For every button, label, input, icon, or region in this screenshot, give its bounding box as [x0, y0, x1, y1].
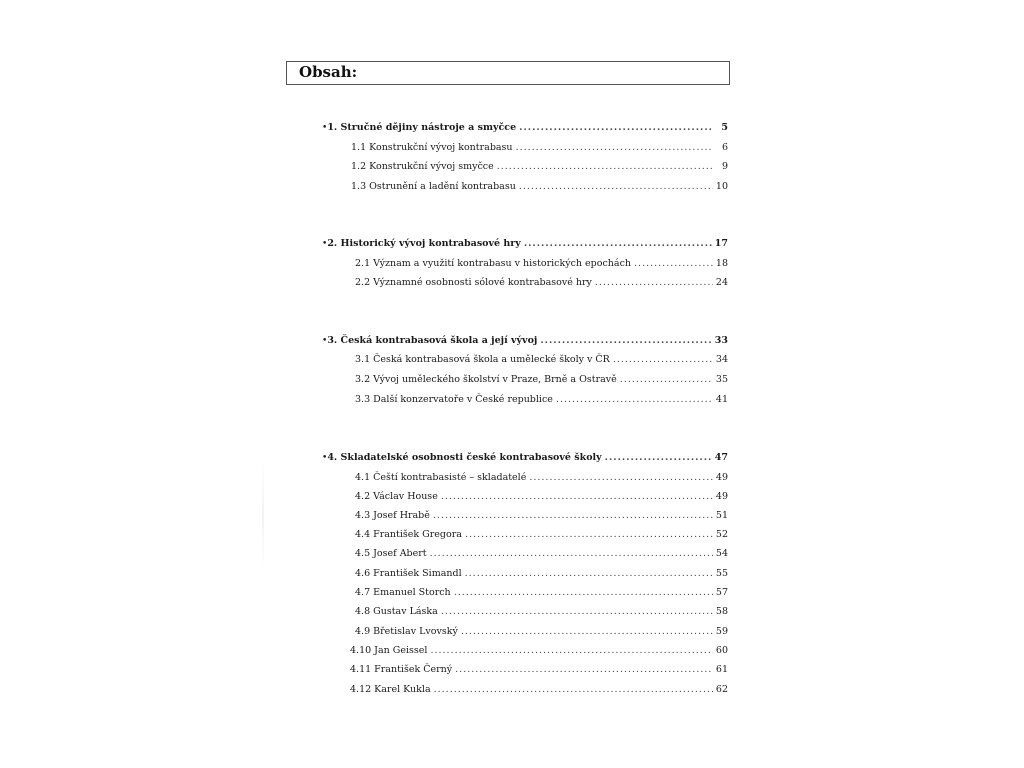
dot-leader — [455, 664, 713, 675]
toc-entry-label: 4.7 Emanuel Storch — [355, 587, 451, 598]
toc-header-box — [286, 61, 730, 85]
toc-entry-page: 62 — [715, 684, 728, 695]
toc-entry-page: 35 — [715, 374, 728, 385]
toc-entry-label: 4.5 Josef Abert — [355, 548, 427, 559]
dot-leader — [497, 161, 713, 172]
toc-entry-page: 41 — [715, 394, 728, 405]
dot-leader — [613, 354, 713, 365]
dot-leader — [519, 181, 713, 192]
toc-entry-page: 5 — [721, 122, 728, 133]
toc-section-4-9[interactable] — [355, 626, 728, 642]
toc-entry-page: 18 — [715, 258, 728, 269]
toc-entry-page: 17 — [714, 238, 728, 249]
toc-section-3-2[interactable] — [355, 374, 728, 390]
dot-leader — [595, 277, 713, 288]
toc-entry-label: 4.6 František Simandl — [355, 568, 462, 579]
toc-section-3-1[interactable] — [355, 354, 728, 370]
toc-section-4-5[interactable] — [355, 548, 728, 564]
toc-entry-page: 59 — [715, 626, 728, 637]
toc-entry-page: 34 — [715, 354, 728, 365]
toc-section-4-12[interactable] — [350, 684, 728, 700]
toc-section-4-6[interactable] — [355, 568, 728, 584]
dot-leader — [454, 587, 713, 598]
dot-leader — [605, 452, 712, 463]
dot-leader — [441, 491, 713, 502]
toc-entry-page: 24 — [715, 277, 728, 288]
toc-section-4-7[interactable] — [355, 587, 728, 603]
dot-leader — [430, 645, 712, 656]
page-title: Obsah: — [299, 63, 358, 81]
toc-section-2-2[interactable] — [355, 277, 728, 293]
toc-chapter-4[interactable] — [322, 452, 728, 468]
dot-leader — [540, 335, 711, 346]
toc-entry-label: 3. Česká kontrabasová škola a její vývoj — [327, 335, 538, 346]
dot-leader — [519, 122, 713, 133]
toc-section-4-1[interactable] — [355, 472, 728, 488]
dot-leader — [620, 374, 713, 385]
toc-section-3-3[interactable] — [355, 394, 728, 410]
toc-entry-label: 3.3 Další konzervatoře v České republice — [355, 394, 553, 405]
bullet-marker: • — [322, 123, 328, 133]
scan-artifact — [262, 460, 264, 570]
toc-entry-label: 2. Historický vývoj kontrabasové hry — [327, 238, 521, 249]
toc-entry-label: 4.4 František Gregora — [355, 529, 462, 540]
toc-entry-page: 58 — [715, 606, 728, 617]
toc-chapter-3[interactable] — [322, 335, 728, 351]
toc-entry-page: 10 — [715, 181, 728, 192]
toc-section-1-2[interactable] — [351, 161, 728, 177]
toc-section-4-8[interactable] — [355, 606, 728, 622]
toc-entry-label: 3.2 Vývoj uměleckého školství v Praze, Brně a Ostravě — [355, 374, 617, 385]
dot-leader — [430, 548, 713, 559]
toc-entry-page: 61 — [715, 664, 728, 675]
toc-entry-page: 33 — [714, 335, 728, 346]
toc-entry-label: 1. Stručné dějiny nástroje a smyčce — [327, 122, 517, 133]
toc-entry-page: 6 — [721, 142, 728, 153]
toc-entry-label: 4.2 Václav House — [355, 491, 438, 502]
toc-entry-page: 52 — [715, 529, 728, 540]
toc-entry-page: 49 — [715, 472, 728, 483]
dot-leader — [465, 529, 713, 540]
toc-entry-label: 4.3 Josef Hrabě — [355, 510, 430, 521]
toc-entry-label: 4.11 František Černý — [350, 664, 453, 675]
bullet-marker: • — [322, 453, 328, 463]
toc-entry-page: 51 — [715, 510, 728, 521]
toc-entry-label: 4.12 Karel Kukla — [350, 684, 431, 695]
toc-entry-label: 1.2 Konstrukční vývoj smyčce — [351, 161, 494, 172]
toc-entry-page: 57 — [715, 587, 728, 598]
toc-chapter-1[interactable] — [322, 122, 728, 138]
toc-section-4-10[interactable] — [350, 645, 728, 661]
dot-leader — [433, 510, 713, 521]
toc-entry-label: 3.1 Česká kontrabasová škola a umělecké školy v ČR — [355, 354, 610, 365]
toc-entry-page: 55 — [715, 568, 728, 579]
toc-entry-label: 4.9 Břetislav Lvovský — [355, 626, 458, 637]
toc-section-1-3[interactable] — [351, 181, 728, 197]
toc-entry-label: 2.2 Významné osobnosti sólové kontrabasové hry — [355, 277, 592, 288]
toc-entry-label: 1.1 Konstrukční vývoj kontrabasu — [351, 142, 513, 153]
dot-leader — [634, 258, 713, 269]
toc-entry-page: 54 — [715, 548, 728, 559]
toc-entry-label: 4.8 Gustav Láska — [355, 606, 438, 617]
bullet-marker: • — [322, 336, 328, 346]
dot-leader — [465, 568, 713, 579]
toc-section-4-3[interactable] — [355, 510, 728, 526]
dot-leader — [516, 142, 713, 153]
toc-entry-page: 9 — [721, 161, 728, 172]
toc-entry-label: 1.3 Ostrunění a ladění kontrabasu — [351, 181, 516, 192]
dot-leader — [556, 394, 713, 405]
dot-leader — [434, 684, 713, 695]
toc-section-2-1[interactable] — [355, 258, 728, 274]
toc-chapter-2[interactable] — [322, 238, 728, 254]
toc-section-4-2[interactable] — [355, 491, 728, 507]
toc-entry-page: 47 — [714, 452, 728, 463]
dot-leader — [441, 606, 713, 617]
toc-section-1-1[interactable] — [351, 142, 728, 158]
dot-leader — [529, 472, 713, 483]
toc-section-4-11[interactable] — [350, 664, 728, 680]
toc-section-4-4[interactable] — [355, 529, 728, 545]
toc-entry-label: 4.10 Jan Geissel — [350, 645, 428, 656]
toc-entry-page: 60 — [715, 645, 728, 656]
bullet-marker: • — [322, 239, 328, 249]
toc-entry-label: 2.1 Význam a využití kontrabasu v historických epochách — [355, 258, 632, 269]
toc-entry-label: 4.1 Čeští kontrabasisté – skladatelé — [355, 472, 527, 483]
toc-entry-label: 4. Skladatelské osobnosti české kontrabasové školy — [327, 452, 602, 463]
toc-entry-page: 49 — [715, 491, 728, 502]
dot-leader — [524, 238, 712, 249]
dot-leader — [461, 626, 713, 637]
